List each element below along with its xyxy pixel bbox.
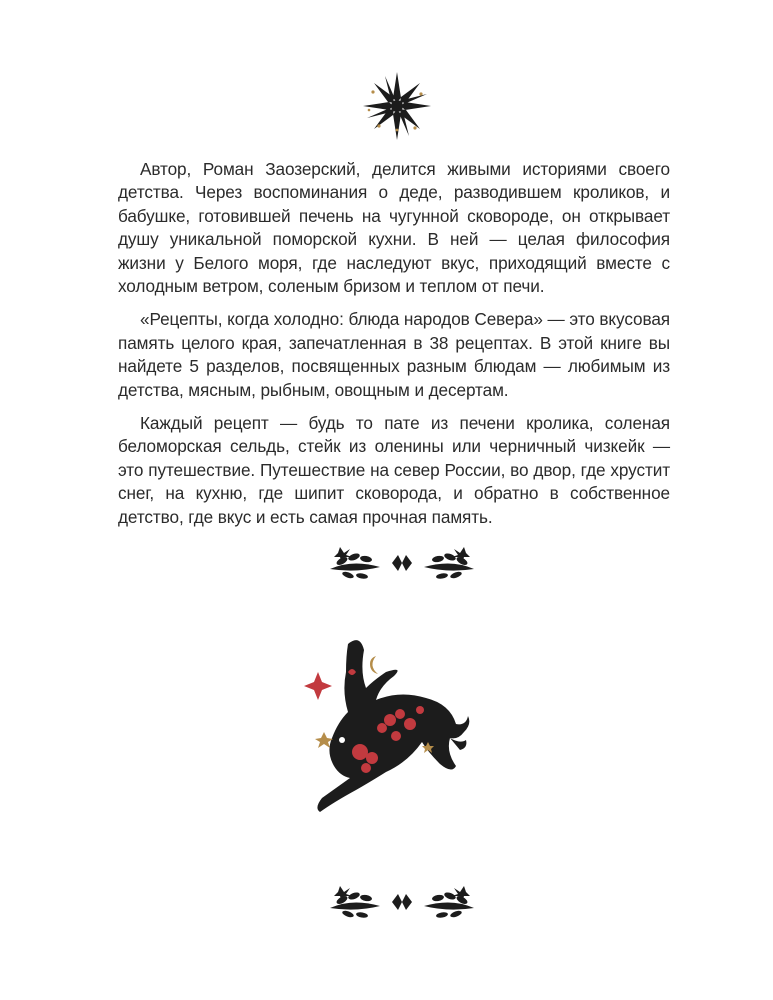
paragraph-2: «Рецепты, когда холодно: блюда народов Севера» — это вкусовая память целого края, запечатленная в 38 рецептах. В этой книге вы найдете 5 разделов, посвященных разным блюдам — любимым из детства, мясным, рыбным, овощным и десертам.: [118, 309, 670, 400]
description-text: [118, 158, 670, 539]
hare-illustration-icon: [300, 632, 470, 822]
paragraph-3: Каждый рецепт — будь то пате из печени кролика, соленая беломорская сельдь, стейк из оленины или черничный чизкейк — это путешествие. Путешествие на север России, во двор, где хрустит снег, на кухню, где шипит сковорода, и обратно в собственное детство, где вкус и есть самая прочная память.: [118, 413, 670, 527]
paragraph-1: Автор, Роман Заозерский, делится живыми историями своего детства. Через воспоминания о деде, разводившем кроликов, и бабушке, готовившей печень на чугунной сковороде, он открывает душу уникальной поморской кухни. В ней — целая философия жизни у Белого моря, где наследуют вкус, приходящий вместе с холодным ветром, соленым бризом и теплом от печи.: [118, 159, 670, 297]
sun-star-ornament-icon: [361, 70, 433, 142]
floral-divider-icon: [322, 543, 482, 583]
floral-divider-icon: [322, 882, 482, 922]
